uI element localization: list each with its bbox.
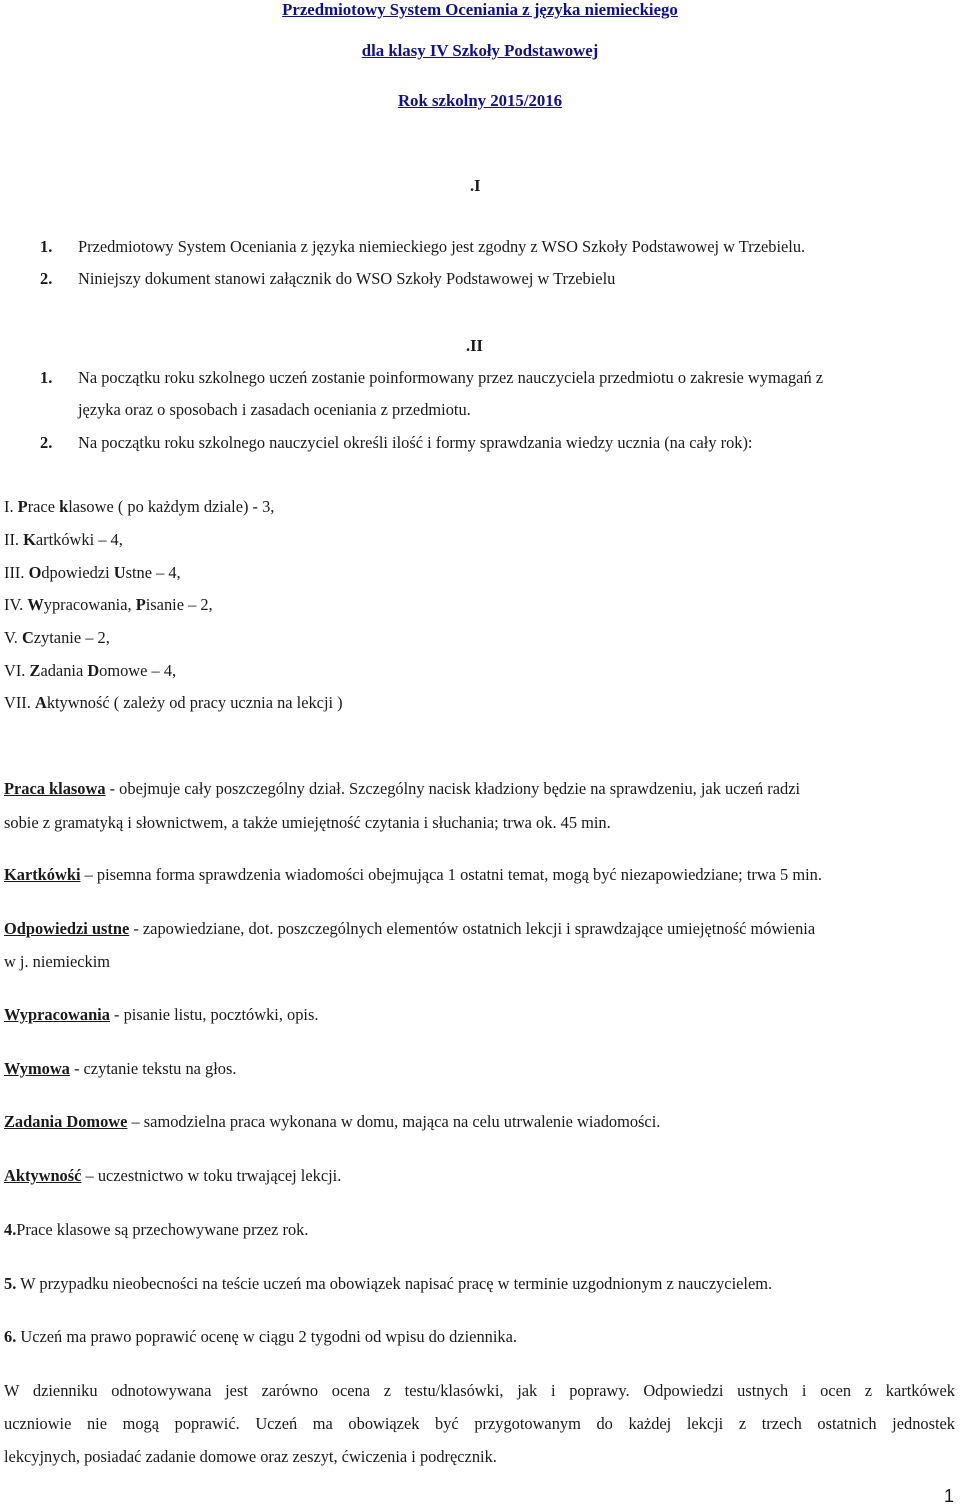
form-text: stne – 4, bbox=[125, 563, 181, 582]
point-5 bbox=[4, 1274, 772, 1294]
form-initial: O bbox=[28, 563, 42, 582]
definition-term: Wypracowania bbox=[4, 1005, 110, 1024]
form-text: lasowe ( po każdym dziale) - 3, bbox=[68, 497, 275, 516]
document-subtitle-year: Rok szkolny 2015/2016 bbox=[397, 91, 563, 110]
form-roman: I. bbox=[4, 497, 14, 516]
definition-text: – uczestnictwo w toku trwającej lekcji. bbox=[81, 1166, 342, 1185]
definition-term: Praca klasowa bbox=[4, 779, 106, 798]
form-initial: C bbox=[21, 628, 34, 647]
definition-text: - obejmuje cały poszczególny dział. Szczególny nacisk kładziony będzie na sprawdzeniu, jak uczeń radzi bbox=[105, 779, 801, 798]
definition-odpowiedzi-ustne bbox=[4, 919, 815, 939]
definition-praca-klasowa bbox=[4, 779, 800, 799]
point-number: 6. bbox=[4, 1327, 17, 1346]
form-text: artkówki – 4, bbox=[35, 530, 123, 549]
form-item bbox=[4, 497, 274, 517]
definition-term: Wymowa bbox=[4, 1059, 70, 1078]
form-text: omowe – 4, bbox=[99, 661, 177, 680]
definition-term: Aktywność bbox=[4, 1166, 82, 1185]
item-text: Przedmiotowy System Oceniania z języka niemieckiego jest zgodny z WSO Szkoły Podstawowej w Trzebielu. bbox=[78, 237, 806, 256]
closing-paragraph-line-3: lekcyjnych, posiadać zadanie domowe oraz zeszyt, ćwiczenia i podręcznik. bbox=[4, 1447, 497, 1466]
form-initial: W bbox=[27, 595, 44, 614]
section-marker-i: .I bbox=[470, 176, 481, 195]
definition-text: - czytanie tekstu na głos. bbox=[69, 1059, 237, 1078]
definition-text: - pisanie listu, pocztówki, opis. bbox=[109, 1005, 319, 1024]
closing-paragraph-line-2: uczniowie nie mogą poprawić. Uczeń ma obowiązek być przygotowanym do każdej lekcji z trzech ostatnich jednostek bbox=[4, 1414, 955, 1433]
definition-term: Odpowiedzi ustne bbox=[4, 919, 130, 938]
form-roman: VII. bbox=[4, 693, 31, 712]
point-6 bbox=[4, 1327, 517, 1347]
form-roman: V. bbox=[4, 628, 18, 647]
closing-paragraph-line-1: W dzienniku odnotowywana jest zarówno ocena z testu/klasówki, jak i poprawy. Odpowiedzi ustnych i ocen z kartkówek bbox=[4, 1381, 955, 1400]
form-initial: K bbox=[23, 530, 36, 549]
point-text: Prace klasowe są przechowywane przez rok. bbox=[16, 1220, 309, 1239]
item-number: 1. bbox=[40, 237, 53, 256]
form-text: race bbox=[27, 497, 60, 516]
form-initial: Z bbox=[29, 661, 41, 680]
point-4 bbox=[4, 1220, 308, 1240]
form-text: adania bbox=[40, 661, 88, 680]
definition-text: – pisemna forma sprawdzenia wiadomości obejmująca 1 ostatni temat, mogą być niezapowiedziane; trwa 5 min. bbox=[80, 865, 822, 884]
definition-term: Kartkówki bbox=[4, 865, 81, 884]
definition-aktywnosc bbox=[4, 1166, 341, 1186]
definition-text: – samodzielna praca wykonana w domu, mająca na celu utrwalenie wiadomości. bbox=[127, 1112, 661, 1131]
document-subtitle-class: dla klasy IV Szkoły Podstawowej bbox=[361, 41, 599, 60]
section-ii-item-1-cont: języka oraz o sposobach i zasadach oceniania z przedmiotu. bbox=[78, 400, 471, 419]
form-text: zytanie – 2, bbox=[33, 628, 110, 647]
definition-wypracowania bbox=[4, 1005, 318, 1025]
form-item bbox=[4, 628, 110, 648]
form-roman: IV. bbox=[4, 595, 24, 614]
item-text: Niniejszy dokument stanowi załącznik do WSO Szkoły Podstawowej w Trzebielu bbox=[78, 269, 616, 288]
document-title: Przedmiotowy System Oceniania z języka niemieckiego bbox=[282, 0, 678, 19]
form-initial: U bbox=[113, 563, 126, 582]
item-text: Na początku roku szkolnego nauczyciel określi ilość i formy sprawdzania wiedzy ucznia (na cały rok): bbox=[78, 433, 753, 452]
definition-zadania-domowe bbox=[4, 1112, 660, 1132]
item-number: 2. bbox=[40, 433, 53, 452]
form-text: dpowiedzi bbox=[41, 563, 114, 582]
form-item bbox=[4, 563, 181, 583]
point-text: Uczeń ma prawo poprawić ocenę w ciągu 2 tygodni od wpisu do dziennika. bbox=[16, 1327, 517, 1346]
section-marker-ii: .II bbox=[466, 336, 483, 355]
item-number: 1. bbox=[40, 368, 53, 387]
item-number: 2. bbox=[40, 269, 53, 288]
definition-praca-klasowa-cont: sobie z gramatyką i słownictwem, a także umiejętność czytania i słuchania; trwa ok. 45 min. bbox=[4, 813, 611, 832]
section-i-item-1 bbox=[40, 237, 805, 257]
form-roman: II. bbox=[4, 530, 20, 549]
form-item bbox=[4, 693, 343, 713]
definition-text: - zapowiedziane, dot. poszczególnych elementów ostatnich lekcji i sprawdzające umiejętność mówienia bbox=[129, 919, 816, 938]
page-number: 1 bbox=[943, 1486, 954, 1506]
point-number: 4. bbox=[4, 1220, 17, 1239]
definition-odpowiedzi-ustne-cont: w j. niemieckim bbox=[4, 952, 111, 971]
item-text: Na początku roku szkolnego uczeń zostanie poinformowany przez nauczyciela przedmiotu o zakresie wymagań z bbox=[78, 368, 824, 387]
form-roman: VI. bbox=[4, 661, 26, 680]
form-initial: P bbox=[17, 497, 28, 516]
form-item bbox=[4, 595, 213, 615]
form-text: isanie – 2, bbox=[145, 595, 213, 614]
form-initial: k bbox=[59, 497, 69, 516]
form-initial: D bbox=[87, 661, 100, 680]
definition-term: Zadania Domowe bbox=[4, 1112, 128, 1131]
definition-kartkowki bbox=[4, 865, 822, 885]
form-item bbox=[4, 530, 123, 550]
section-i-item-2 bbox=[40, 269, 615, 289]
definition-wymowa bbox=[4, 1059, 236, 1079]
point-text: W przypadku nieobecności na teście uczeń ma obowiązek napisać pracę w terminie uzgodnionym z nauczycielem. bbox=[16, 1274, 773, 1293]
section-ii-item-1 bbox=[40, 368, 823, 388]
form-text: ypracowania, bbox=[43, 595, 136, 614]
form-initial: A bbox=[34, 693, 47, 712]
form-initial: P bbox=[135, 595, 146, 614]
point-number: 5. bbox=[4, 1274, 17, 1293]
form-item bbox=[4, 661, 176, 681]
form-text: ktywność ( zależy od pracy ucznia na lekcji ) bbox=[46, 693, 343, 712]
section-ii-item-2 bbox=[40, 433, 753, 453]
form-roman: III. bbox=[4, 563, 25, 582]
